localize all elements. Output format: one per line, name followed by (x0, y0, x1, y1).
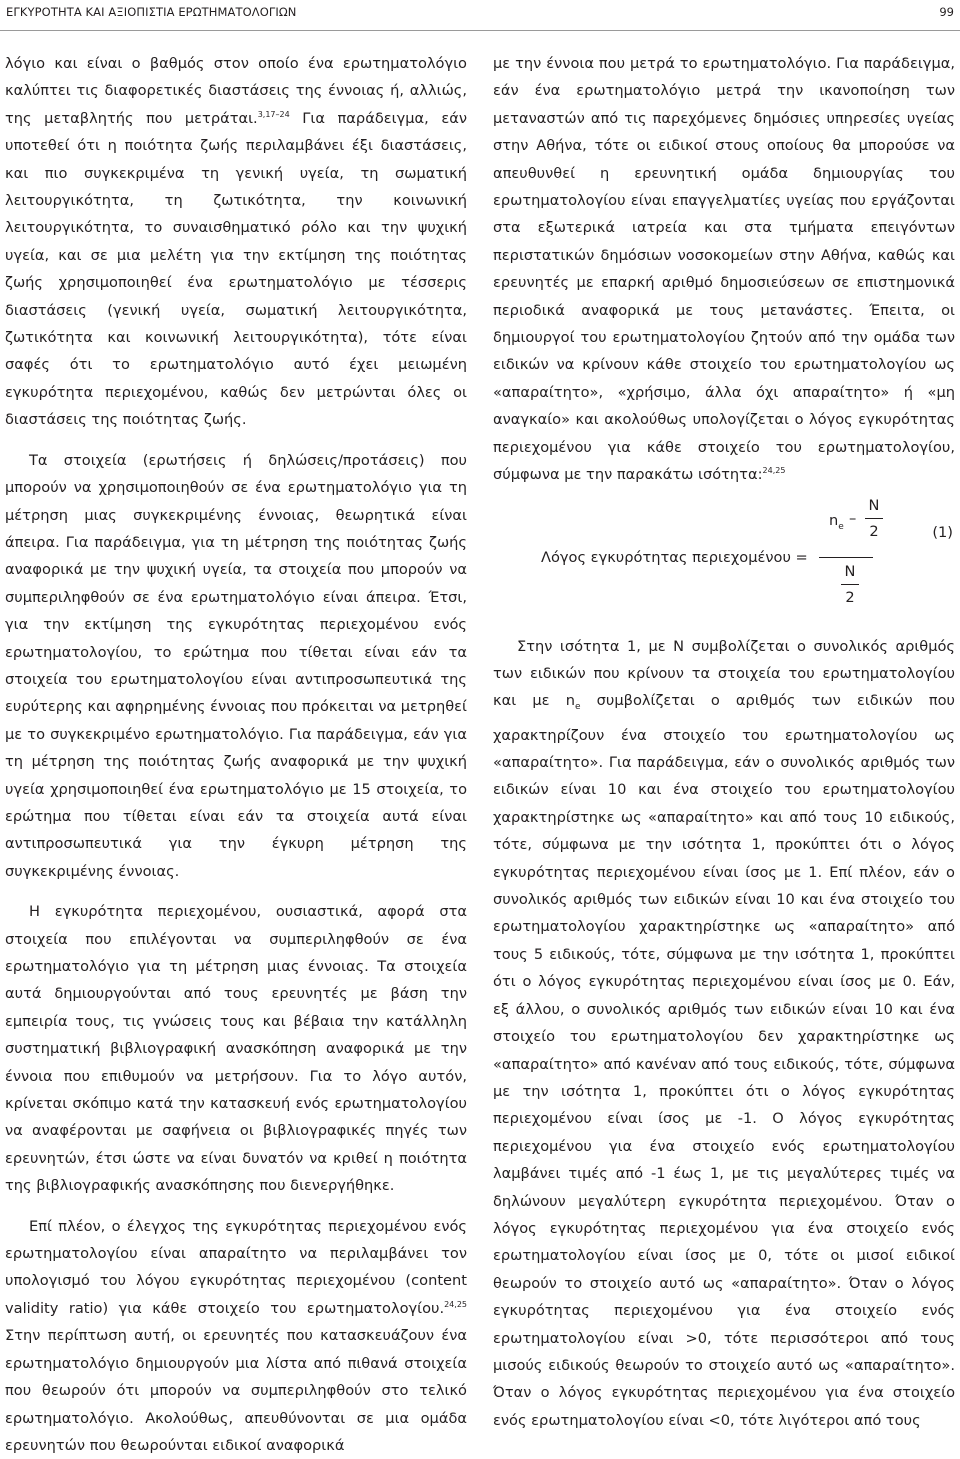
equation-number: (1) (932, 523, 953, 541)
equation-N: N (868, 496, 880, 514)
paragraph-6-text-b: συμβολίζεται ο αριθμός των ειδικών που χαρακτηρίζουν ένα στοιχείο του ερωτηματολογίου ως «απαραίτητο». Για παράδειγμα, εάν ο συνολικός αριθμός των ειδικών είναι 10 και ένα στοιχείο του ερωτηματολογίου χαρακτηρίστηκε ως «απαραίτητο» και από τους 10 ειδικούς, τότε, σύμφωνα με την ισότητα 1, προκύπτει ότι ο λόγος εγκυρότητας περιεχομένου είναι ίσος με 1. Επί πλέον, εάν ο συνολικός αριθμός των ειδικών είναι 10 και ένα στοιχείο του ερωτηματολογίου χαρακτηρίστηκε ως «απαραίτητο» από τους 5 ειδικούς, τότε, σύμφωνα με την ισότητα 1, προκύπτει ότι ο λόγος εγκυρότητας περιεχομένου είναι ίσος με 0. Εάν, εξ άλλου, ο συνολικός αριθμός των ειδικών είναι 10 και ένα στοιχείο του ερωτηματολογίου δεν χαρακτηρίστηκε ως «απαραίτητο» από κανέναν από τους ειδικούς, τότε, σύμφωνα με την ισότητα 1, προκύπτει ότι ο λόγος εγκυρότητας περιεχομένου είναι ίσος με -1. Ο λόγος εγκυρότητας περιεχομένου για ένα στοιχείο ενός ερωτηματολογίου λαμβάνει τιμές από -1 έως 1, με τις μεγαλύτερες τιμές να δηλώνουν μεγαλύτερη εγκυρότητα περιεχομένου. Όταν ο λόγος εγκυρότητας περιεχομένου για ένα στοιχείο ενός ερωτηματολογίου είναι ίσος με 0, τότε οι μισοί ειδικοί θεωρούν το στοιχείο αυτό ως «απαραίτητο». Όταν ο λόγος εγκυρότητας περιεχομένου για ένα στοιχείο ενός ερωτηματολογίου είναι >0, τότε περισσότεροι από τους μισούς ειδικούς θεωρούν το στοιχείο αυτό ως «απαραίτητο». Όταν ο λόγος εγκυρότητας περιεχομένου για ένα στοιχείο ενός ερωτηματολογίου είναι <0, τότε λιγότεροι από τους (493, 692, 955, 1429)
equation-two: 2 (869, 522, 879, 540)
equation-fraction (819, 496, 880, 609)
citation: 3,17–24 (257, 109, 290, 119)
equation-lhs: Λόγος εγκυρότητας περιεχομένου = (541, 548, 808, 566)
paragraph-6 (493, 633, 955, 1435)
fraction-bar (841, 584, 859, 585)
paragraph-1-text-b: Για παράδειγμα, εάν υποτεθεί ότι η ποιότητα ζωής περιλαμβάνει έξι διαστάσεις, και πιο συγκεκριμένα τη γενική υγεία, τη σωματική λειτουργικότητα, τη ζωτικότητα, την κοινωνική λειτουργικότητα, το συναισθηματικό ρόλο και την ψυχική υγεία, και σε μια μελέτη για την εκτίμηση της ποιότητας ζωής χρησιμοποιηθεί ένα ερωτηματολόγιο με τέσσερις διαστάσεις (γενική υγεία, σωματική λειτουργικότητα, ζωτικότητα και κοινωνική λειτουργικότητα), τότε είναι σαφές ότι το ερωτηματολόγιο αυτό έχει μειωμένη εγκυρότητα περιεχομένου, καθώς δεν μετρώνται όλες οι διαστάσεις της ποιότητας ζωής. (5, 109, 467, 429)
equation-ne: $n_e$ (829, 511, 844, 532)
right-column (493, 50, 955, 1434)
paragraph-1-text-a: λόγιο και είναι ο βαθμός στον οποίο ένα ερωτηματολόγιο καλύπτει τις διαφορετικές διαστάσεις της έννοιας ή, αλλιώς, της μεταβλητής που μετράται. (5, 55, 467, 127)
paragraph-6-text-a: Στην ισότητα 1, με Ν συμβολίζεται ο συνολικός αριθμός των ειδικών που κρίνουν τα στοιχεία του ερωτηματολογίου και με n (493, 637, 955, 710)
running-title: ΕΓΚΥΡΟΤΗΤΑ ΚΑΙ ΑΞΙΟΠΙΣΤΙΑ ΕΡΩΤΗΜΑΤΟΛΟΓΙΩΝ (6, 5, 297, 19)
equation-1 (493, 493, 955, 623)
paragraph-3: Η εγκυρότητα περιεχομένου, ουσιαστικά, αφορά στα στοιχεία που επιλέγονται να συμπεριληφθούν σε ένα ερωτηματολόγιο για τη μέτρηση μιας έννοιας. Τα στοιχεία αυτά δημιουργούνται από τους ερευνητές με βάση την εμπειρία τους, τις γνώσεις τους και βέβαια την κατάλληλη συστηματική βιβλιογραφική ανασκόπηση αναφορικά με την έννοια που επιθυμούν να μετρήσουν. Για το λόγο αυτόν, κρίνεται σκόπιμο κατά την κατασκευή ενός ερωτηματολογίου να αναφέρονται με σαφήνεια οι βιβλιογραφικές πηγές των ερευνητών, έτσι ώστε να είναι δυνατόν να κριθεί η ποιότητα της βιβλιογραφικής ανασκόπησης που διενεργήθηκε. (5, 903, 467, 1195)
paragraph-4-text-a: Επί πλέον, ο έλεγχος της εγκυρότητας περιεχομένου ενός ερωτηματολογίου είναι απαραίτητο να περιλαμβάνει τον υπολογισμό του λόγου εγκυρότητας περιεχομένου (content validity ratio) για κάθε στοιχείο του ερωτηματολογίου. (5, 1217, 467, 1317)
paragraph-2: Τα στοιχεία (ερωτήσεις ή δηλώσεις/προτάσεις) που μπορούν να χρησιμοποιηθούν σε ένα ερωτηματολόγιο για τη μέτρηση μιας συγκεκριμένης έννοιας, θεωρητικά είναι άπειρα. Για παράδειγμα, για τη μέτρηση της ποιότητας ζωής αναφορικά με την ψυχική υγεία, τα στοιχεία που μπορούν να συμπεριληφθούν σε ένα ερωτηματολόγιο είναι άπειρα. Έτσι, για την εκτίμηση της εγκυρότητας περιεχομένου ενός ερωτηματολογίου, το ερώτημα που τίθεται είναι εάν τα στοιχεία του ερωτηματολογίου είναι αντιπροσωπευτικά της ευρύτερης και αφηρημένης έννοιας που πρόκειται να μετρηθεί με το συγκεκριμένο ερωτηματολόγιο. Για παράδειγμα, εάν για τη μέτρηση της ποιότητας ζωής αναφορικά με την ψυχική υγεία χρησιμοποιηθεί ένα ερωτηματολόγιο με 15 στοιχεία, το ερώτημα που τίθεται είναι εάν τα στοιχεία αυτά είναι αντιπροσωπευτικά για την έγκυρη μέτρηση της συγκεκριμένης έννοιας. (5, 451, 467, 880)
paragraph-1 (5, 50, 467, 434)
page-number: 99 (939, 5, 954, 19)
equation-two: 2 (845, 588, 855, 606)
equation-minus: – (849, 509, 857, 527)
left-column (5, 50, 467, 1459)
equation-N: N (844, 562, 856, 580)
citation: 24,25 (762, 466, 786, 476)
paragraph-4 (5, 1213, 467, 1459)
paragraph-5-text: με την έννοια που μετρά το ερωτηματολόγιο. Για παράδειγμα, εάν ένα ερωτηματολόγιο μετρά την ικανοποίηση των μεταναστών από τις παρεχόμενες δημόσιες υπηρεσίες υγείας στην Αθήνα, τότε οι ειδικοί στους οποίους θα μπορούσε να απευθυνθεί η ερευνητική ομάδα δημιουργίας του ερωτηματολογίου είναι επαγγελματίες υγείας που εργάζονται στα εξωτερικά ιατρεία και στα τμήματα επειγόντων περιστατικών δημόσιων νοσοκομείων στην Αθήνα, καθώς και ερευνητές με επαρκή αριθμό δημοσιεύσεων σε επιστημονικά περιοδικά αναφορικά με τους μετανάστες. Έπειτα, οι δημιουργοί του ερωτηματολογίου ζητούν από την ομάδα των ειδικών να κρίνουν κάθε στοιχείο του ερωτηματολογίου ως «απαραίτητο», «χρήσιμο, άλλα όχι απαραίτητο» ή «μη αναγκαίο» και ακολούθως υπολογίζεται ο λόγος εγκυρότητας περιεχομένου για κάθε στοιχείο του ερωτηματολογίου, σύμφωνα με την παρακάτω ισότητα: (493, 55, 955, 484)
paragraph-5 (493, 50, 955, 489)
fraction-bar (819, 557, 873, 558)
equation-denominator-fraction (841, 561, 859, 609)
citation: 24,25 (444, 1299, 467, 1309)
fraction-bar (865, 518, 883, 519)
paragraph-4-text-b: Στην περίπτωση αυτή, οι ερευνητές που κατασκευάζουν ένα ερωτηματολόγιο δημιουργούν μια λίστα από πιθανά στοιχεία που θεωρούν ότι μπορούν να συμπεριληφθούν στο τελικό ερωτηματολόγιο. Ακολούθως, απευθύνονται σε μια ομάδα ερευνητών που θεωρούνται ειδικοί αναφορικά (5, 1327, 467, 1454)
equation-numerator-fraction (865, 495, 883, 543)
running-header (0, 0, 960, 31)
subscript-e: e (574, 702, 581, 713)
